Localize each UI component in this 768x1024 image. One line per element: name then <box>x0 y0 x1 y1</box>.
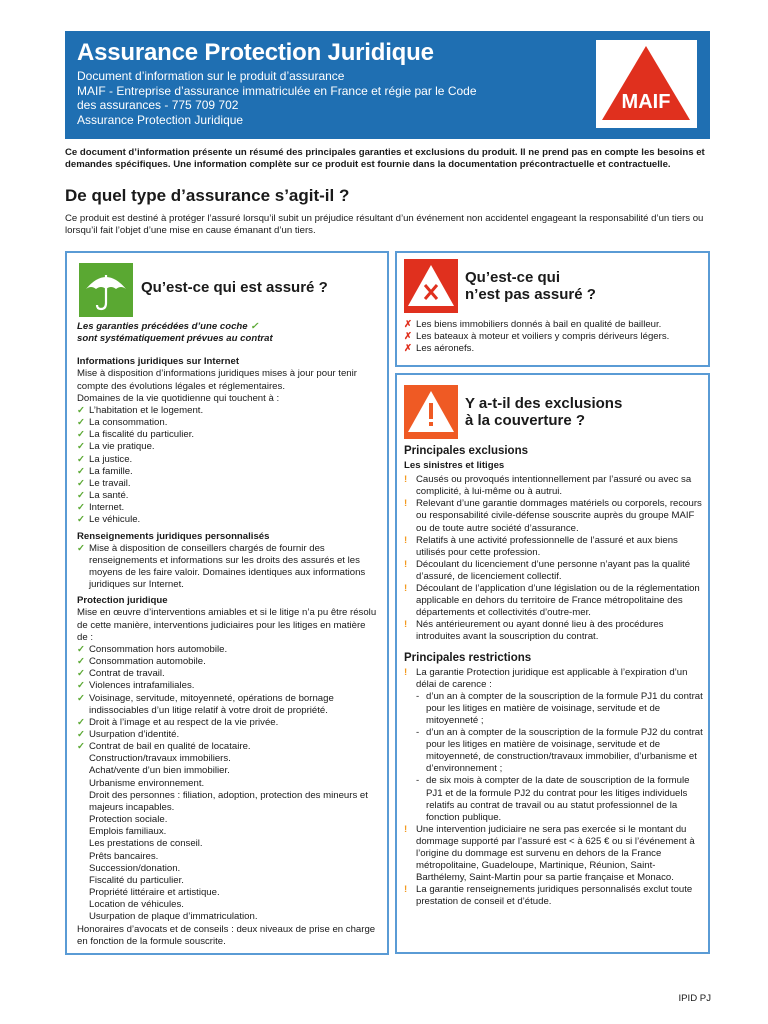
cross-warning-icon <box>404 259 458 313</box>
type-description: Ce produit est destiné à protéger l’assuré lorsqu’il subit un préjudice résultant d’un événement non accidentel engageant la responsabilité d’un tiers ou lorsqu’il fait l’objet d’une mise en cause émanant d’un tiers. <box>65 213 704 236</box>
list-item: ! Découlant du licenciement d’une personne n’ayant pas la qualité d’assuré, de licenciement collectif. <box>404 558 691 582</box>
list-item: ✗ Les biens immobiliers donnés à bail en qualité de bailleur. <box>404 319 662 330</box>
umbrella-icon <box>79 263 133 317</box>
header-subtitle <box>77 69 477 127</box>
section-text: Mise à disposition d’informations juridiques mises à jour pour tenir compte des évolutions légales et réglementaires. <box>77 368 357 392</box>
exclamation-icon: ! <box>404 498 408 510</box>
list-item-plain: Urbanisme environnement. <box>89 777 205 789</box>
list-item: ✓ Violences intrafamiliales. <box>77 680 195 692</box>
header-line: Assurance Protection Juridique <box>77 112 244 127</box>
list-item: ! La garantie Protection juridique est applicable à l’expiration d’un délai de carence : <box>404 666 688 690</box>
check-icon: ✓ <box>77 656 86 668</box>
list-item-plain: Emplois familiaux. <box>89 826 167 838</box>
list-item: ✓ Contrat de travail. <box>77 668 165 680</box>
check-icon: ✓ <box>77 741 86 753</box>
covered-content <box>77 321 377 948</box>
list-item-plain: Les prestations de conseil. <box>89 838 203 850</box>
exclamation-icon: ! <box>404 666 408 678</box>
list-item: ! Causés ou provoqués intentionnellement par l’assuré ou avec sa complicité, à lui-même ou à autrui. <box>404 474 692 498</box>
exclusions-heading: Principales exclusions <box>404 445 529 457</box>
list-item: ✓ Consommation hors automobile. <box>77 643 228 655</box>
list-item: ✓ Contrat de bail en qualité de locataire. <box>77 741 251 753</box>
list-item: ✗ Les bateaux à moteur et voiliers y compris dériveurs légers. <box>404 331 670 343</box>
exclamation-icon: ! <box>404 558 408 570</box>
section-text: Domaines de la vie quotidienne qui touchent à : <box>77 392 280 404</box>
list-item: ✓ Le travail. <box>77 477 131 489</box>
check-note: Les garanties précédées d’une coche ✓ <box>77 321 259 332</box>
svg-text:MAIF: MAIF <box>621 91 671 113</box>
list-item: ! Découlant de l’application d’une législation ou de la réglementation applicable en dehors du territoire de France métropolitaine des départements et collectivités d’outre-mer. <box>404 583 700 619</box>
not-covered-box <box>395 251 710 367</box>
check-icon: ✓ <box>77 453 86 465</box>
list-item: ✓ La consommation. <box>77 417 168 429</box>
sub-list-item: - de six mois à compter de la date de souscription de la formule PJ1 et de la formule PJ2 du contrat pour les litiges individuels relatifs au contrat de travail ou au statut professionnel de la fonction publique. <box>416 775 690 823</box>
exclusions-title: Y a-t-il des exclusions à la couverture ? <box>465 395 623 429</box>
check-icon: ✓ <box>77 502 86 514</box>
check-icon: ✓ <box>250 321 259 332</box>
header-line: des assurances - 775 709 702 <box>77 98 239 112</box>
check-icon: ✓ <box>77 429 86 441</box>
check-icon: ✓ <box>77 692 86 704</box>
check-icon: ✓ <box>77 716 86 728</box>
cross-icon: ✗ <box>404 319 413 330</box>
check-note-line2: sont systématiquement prévues au contrat <box>77 333 273 345</box>
list-item: ✓ Mise à disposition de conseillers chargés de fournir des renseignements et informations sur les droits des assurés et les moyens de les faire valoir. Domaines identiques aux informations juridiques sur Internet. <box>77 542 366 591</box>
list-item-plain: Fiscalité du particulier. <box>89 874 184 886</box>
maif-logo <box>596 40 697 128</box>
section-title: Informations juridiques sur Internet <box>77 356 240 368</box>
list-item: ✓ Le véhicule. <box>77 514 141 526</box>
intro-text: Ce document d’information présente un résumé des principales garanties et exclusions du produit. Il ne prend pas en compte les besoins et demandes spécifiques. Une information complète sur ce produit est fournie dans la documentation précontractuelle et contractuelle. <box>65 147 705 170</box>
list-item: ✓ Voisinage, servitude, mitoyenneté, opérations de bornage indissociables d’un litige relatif à votre droit de propriété. <box>77 692 334 716</box>
check-icon: ✓ <box>77 643 86 655</box>
list-item: ✓ Internet. <box>77 502 125 514</box>
exclamation-icon: ! <box>404 884 408 896</box>
type-heading: De quel type d’assurance s’agit-il ? <box>65 186 350 205</box>
exclamation-icon: ! <box>404 583 408 595</box>
list-item-plain: Usurpation de plaque d’immatriculation. <box>89 911 258 923</box>
not-covered-list <box>404 319 704 355</box>
list-item: ✓ Usurpation d’identité. <box>77 729 180 740</box>
cross-icon: ✗ <box>404 343 413 355</box>
list-item: ✓ L’habitation et le logement. <box>77 404 204 416</box>
restrictions-heading: Principales restrictions <box>404 651 532 664</box>
list-item: ✗ Les aéronefs. <box>404 343 475 355</box>
exclamation-icon: ! <box>404 619 408 631</box>
covered-box <box>65 251 389 955</box>
not-covered-title: Qu’est-ce qui n’est pas assuré ? <box>465 269 596 303</box>
header-line: MAIF - Entreprise d’assurance immatriculée en France et régie par le Code <box>77 83 477 98</box>
check-icon: ✓ <box>77 729 86 740</box>
page-title: Assurance Protection Juridique <box>77 39 434 66</box>
sub-list-item: - d’un an à compter de la souscription de la formule PJ2 du contrat pour les litiges en matière de voisinage, servitude et de mitoyenneté, de construction/travaux immobilier, d’urbanisme et d’environnement ; <box>416 727 703 775</box>
check-icon: ✓ <box>77 477 86 489</box>
section-title: Renseignements juridiques personnalisés <box>77 530 270 542</box>
check-icon: ✓ <box>77 441 86 453</box>
list-item-plain: Construction/travaux immobiliers. <box>89 753 231 765</box>
document-header <box>65 31 710 139</box>
cross-icon: ✗ <box>404 331 413 343</box>
header-line: Document d’information sur le produit d’assurance <box>77 69 345 83</box>
list-item-plain: Prêts bancaires. <box>89 850 159 862</box>
document-footer: IPID PJ <box>678 993 711 1004</box>
exclamation-icon: ! <box>404 534 408 546</box>
check-icon: ✓ <box>77 542 86 554</box>
check-icon: ✓ <box>77 404 86 416</box>
list-item-plain: Achat/vente d’un bien immobilier. <box>89 765 230 777</box>
list-item: ✓ Consommation automobile. <box>77 656 206 668</box>
exclusions-box <box>395 373 710 954</box>
list-item: ✓ Droit à l’image et au respect de la vie privée. <box>77 716 279 728</box>
list-item: ✓ La fiscalité du particulier. <box>77 429 195 441</box>
list-item: ✓ La justice. <box>77 453 133 465</box>
list-item: ! Une intervention judiciaire ne sera pas exercée si le montant du dommage supporté par l’assuré est < à 625 € ou si l’événement à l’origine du dommage est survenu en dehors de la France métropolitaine, Guadeloupe, Martinique, Réunion, Saint-Barthélemy, Saint-Martin pour sa partie française et Monaco. <box>404 823 695 884</box>
list-item: ✓ La vie pratique. <box>77 441 155 453</box>
exclamation-icon: ! <box>404 823 408 835</box>
check-icon: ✓ <box>77 680 86 692</box>
section-footer: Honoraires d’avocats et de conseils : deux niveaux de prise en charge en fonction de la formule souscrite. <box>77 923 376 947</box>
covered-title: Qu’est-ce qui est assuré ? <box>141 279 328 296</box>
exclusions-content <box>404 445 704 908</box>
exclamation-icon: ! <box>404 474 408 486</box>
list-item: ! Nés antérieurement ou ayant donné lieu à des procédures introduites avant la souscription du contrat. <box>404 619 664 643</box>
list-item-plain: Protection sociale. <box>89 814 168 826</box>
section-title: Protection juridique <box>77 595 168 607</box>
list-item-plain: Propriété littéraire et artistique. <box>89 887 220 899</box>
list-item: ✓ La santé. <box>77 490 129 502</box>
list-item: ! Relevant d’une garantie dommages matériels ou corporels, recours ou responsabilité civile-défense souscrite auprès du groupe MAIF ou de toute autre société d’assurance. <box>404 498 702 534</box>
list-item-plain: Droit des personnes : filiation, adoption, protection des mineurs et majeurs incapables. <box>89 789 368 813</box>
check-icon: ✓ <box>77 490 86 502</box>
list-item-plain: Location de véhicules. <box>89 899 184 911</box>
warning-icon <box>404 385 458 439</box>
list-item: ! Relatifs à une activité professionnelle de l’assuré et aux biens utilisés pour cette profession. <box>404 534 678 558</box>
list-item-plain: Succession/donation. <box>89 862 181 874</box>
check-icon: ✓ <box>77 465 86 477</box>
check-icon: ✓ <box>77 417 86 429</box>
section-text: Mise en œuvre d’interventions amiables et si le litige n’a pu être résolu de cette manière, interventions judiciaires pour les litiges en matière de : <box>77 607 377 643</box>
check-icon: ✓ <box>77 668 86 680</box>
sinistres-heading: Les sinistres et litiges <box>404 460 505 472</box>
check-icon: ✓ <box>77 514 86 526</box>
sub-list-item: - d’un an à compter de la souscription de la formule PJ1 du contrat pour les litiges en matière de voisinage, servitude et de mitoyenneté ; <box>416 690 703 726</box>
list-item: ✓ La famille. <box>77 465 133 477</box>
list-item: ! La garantie renseignements juridiques personnalisés exclut toute prestation de conseil et d’étude. <box>404 884 693 908</box>
